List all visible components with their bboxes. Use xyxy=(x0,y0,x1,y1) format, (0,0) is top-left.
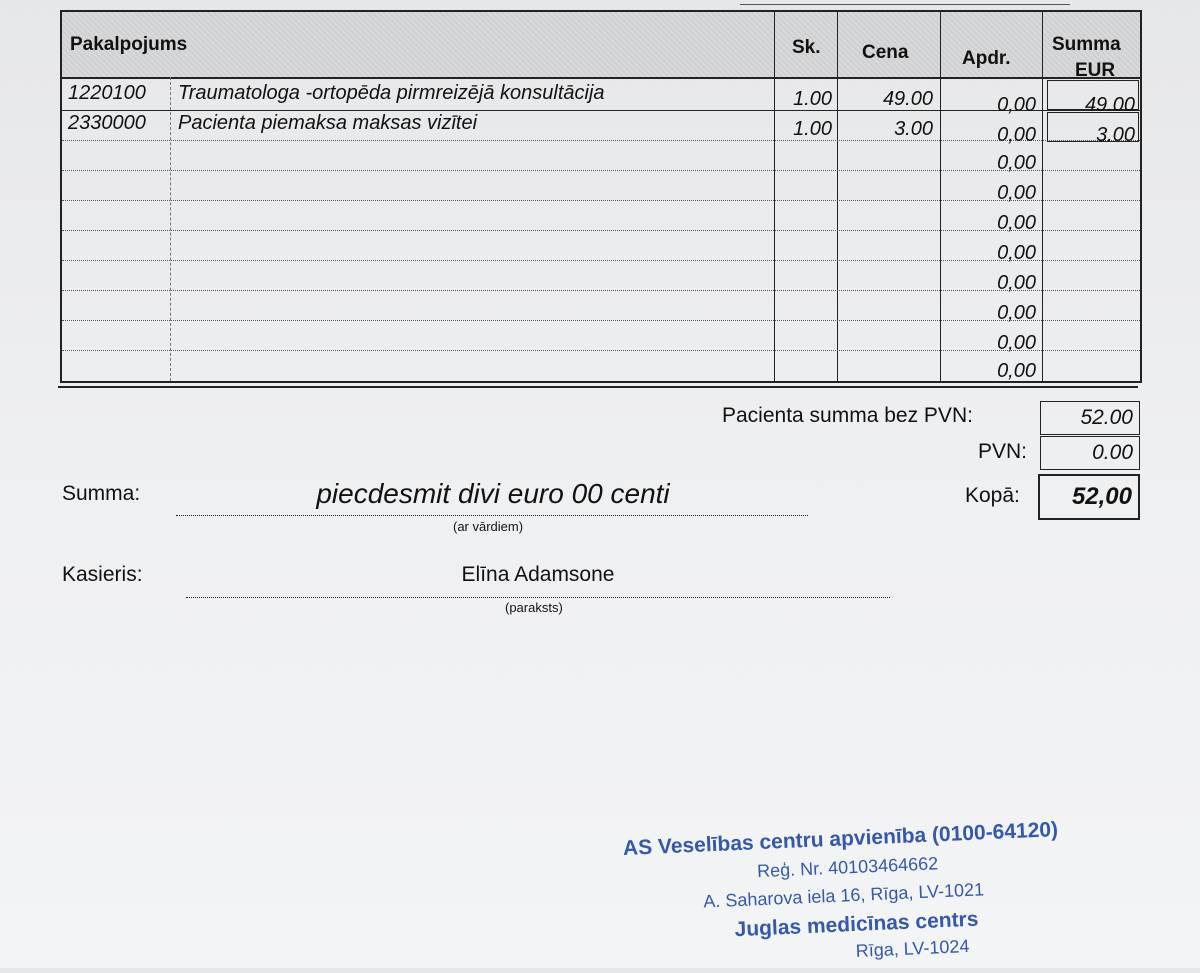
total-label: Kopā: xyxy=(965,484,1020,507)
cashier-caption: (paraksts) xyxy=(505,600,563,615)
col-divider xyxy=(170,77,171,381)
col-divider xyxy=(774,12,775,381)
row2-code: 2330000 xyxy=(68,112,146,134)
amount-label: Summa: xyxy=(62,482,141,505)
table-bottom-rule xyxy=(58,386,1138,388)
amount-caption: (ar vārdiem) xyxy=(453,519,524,534)
empty-insurance: 0,00 xyxy=(997,242,1036,264)
empty-insurance: 0,00 xyxy=(997,302,1036,324)
row2-price: 3.00 xyxy=(894,118,933,140)
subtotal-label: Pacienta summa bez PVN: xyxy=(722,404,973,427)
empty-insurance: 0,00 xyxy=(997,272,1036,294)
cashier-name: Elīna Adamsone xyxy=(461,563,615,586)
header-sum-currency: EUR xyxy=(1075,60,1116,81)
empty-insurance: 0,00 xyxy=(997,182,1036,204)
empty-insurance: 0,00 xyxy=(997,332,1036,354)
row2-sum: 3.00 xyxy=(1096,124,1135,146)
stamp-address: A. Saharova iela 16, Rīga, LV-1021 xyxy=(702,879,985,912)
row2-qty: 1.00 xyxy=(793,118,832,140)
row2-insurance: 0,00 xyxy=(997,124,1036,146)
header-price: Cena xyxy=(862,42,909,63)
services-table xyxy=(60,10,1142,383)
row1-qty: 1.00 xyxy=(793,88,832,110)
empty-insurance: 0,00 xyxy=(997,152,1036,174)
stamp-company-name: AS Veselības centru apvienība (0100-64120) xyxy=(622,818,1059,861)
subtotal-value: 52.00 xyxy=(1040,401,1140,435)
row1-insurance: 0,00 xyxy=(997,94,1036,116)
header-service: Pakalpojums xyxy=(70,34,188,55)
col-divider xyxy=(1042,12,1043,381)
vat-value: 0.00 xyxy=(1040,436,1140,470)
stamp-registration: Reģ. Nr. 40103464662 xyxy=(756,853,939,882)
cashier-label: Kasieris: xyxy=(62,563,143,586)
col-divider xyxy=(837,12,838,381)
stamp-branch: Juglas medicīnas centrs xyxy=(734,907,979,942)
header-qty: Sk. xyxy=(792,37,821,58)
row1-code: 1220100 xyxy=(68,82,146,104)
empty-insurance: 0,00 xyxy=(997,360,1036,382)
empty-insurance: 0,00 xyxy=(997,212,1036,234)
stamp-branch-address: Rīga, LV-1024 xyxy=(855,936,970,961)
row2-description: Pacienta piemaksa maksas vizītei xyxy=(178,112,478,134)
total-value: 52,00 xyxy=(1038,474,1140,520)
amount-underline xyxy=(176,515,808,516)
company-stamp xyxy=(600,804,1106,968)
vat-label: PVN: xyxy=(978,440,1028,463)
header-sum: Summa xyxy=(1052,34,1121,55)
header-insurance: Apdr. xyxy=(962,48,1011,69)
row1-description: Traumatologa -ortopēda pirmreizējā konsultācija xyxy=(178,82,605,104)
amount-words: piecdesmit divi euro 00 centi xyxy=(316,478,670,509)
row1-price: 49.00 xyxy=(882,88,933,110)
top-rule xyxy=(740,4,1070,5)
row1-sum: 49.00 xyxy=(1084,94,1135,116)
cashier-underline xyxy=(186,597,890,598)
